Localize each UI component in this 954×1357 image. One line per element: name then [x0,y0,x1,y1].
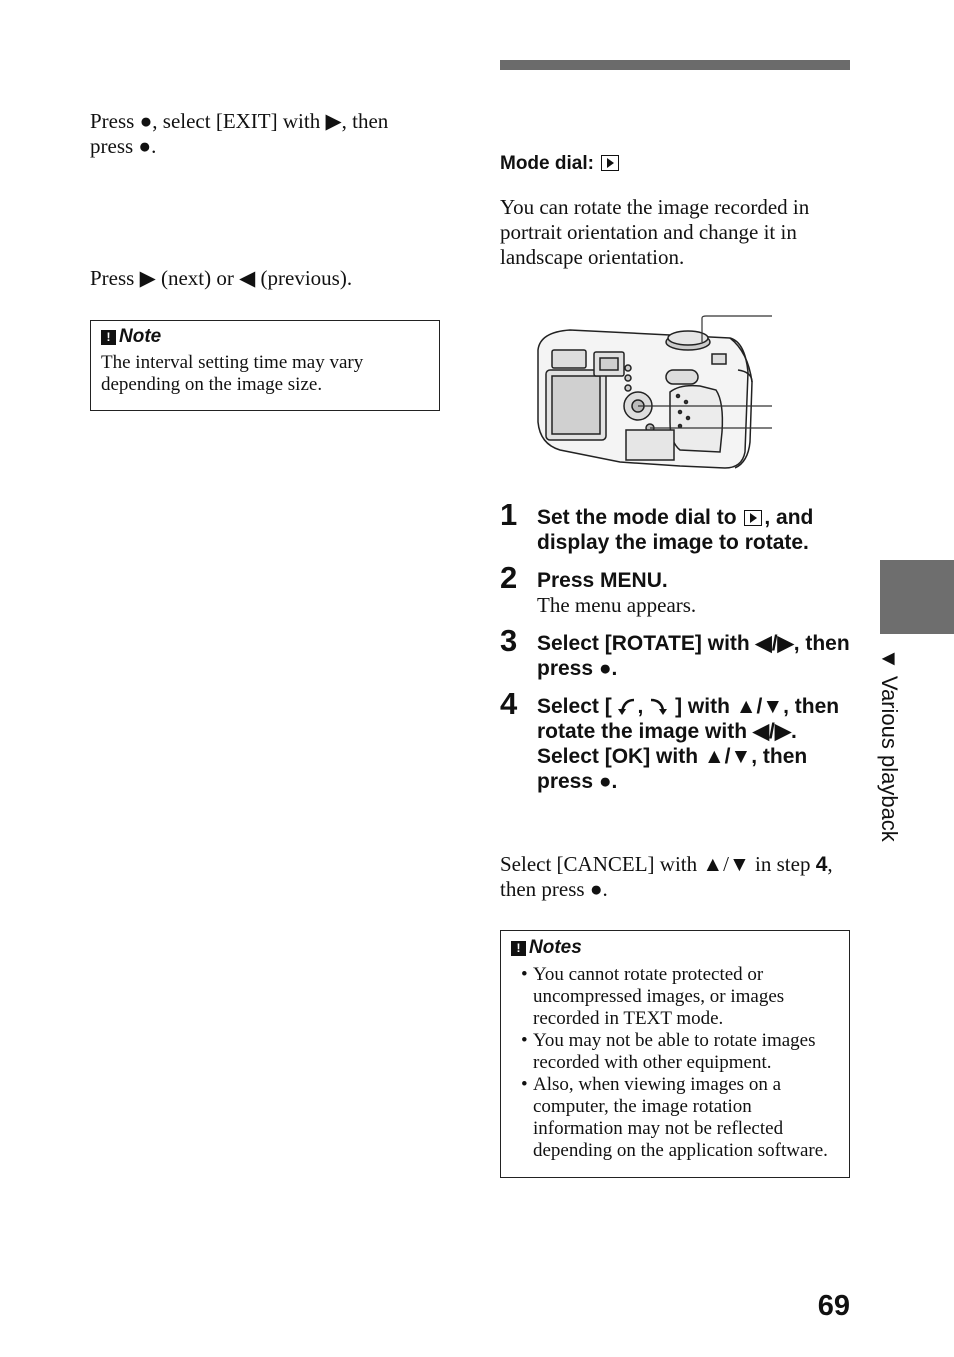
step-4 [500,686,860,794]
list-item: • You cannot rotate protected or uncompressed images, or images recorded in TEXT mode. [511,964,839,1030]
playback-mode-icon [601,155,619,171]
cancel-text-after: , then press ●. [500,852,833,901]
note-heading [101,326,429,348]
section-header-rule [500,60,850,70]
step-2-text: Press MENU. [537,569,668,592]
step-4-text-before: Select [ [537,695,612,718]
notes-box [500,930,850,1178]
section-name: Various playback [877,675,902,842]
exit-instruction: Press ●, select [EXIT] with ▶, then press ●. [90,109,389,158]
note-icon: ! [511,941,526,956]
step-4-text-sep: , [637,695,644,718]
step-3 [500,623,860,681]
step-4-number: 4 [500,686,518,721]
playback-mode-icon [744,510,762,526]
note-title: Note [119,326,162,347]
section-tab-block [880,560,954,634]
step-3-number: 3 [500,623,518,658]
nav-instruction: Press ▶ (next) or ◀ (previous). [90,266,353,290]
rotate-left-icon [618,698,638,716]
section-tab-label [868,648,908,878]
mode-dial-label [500,152,621,176]
section-tab-text [876,648,902,842]
camera-illustration [530,312,775,472]
step-2-number: 2 [500,560,518,595]
mode-dial-text: Mode dial: [500,153,594,174]
step-4-text-after: ] with ▲/▼, then rotate the image with ◀/▶. Select [OK] with ▲/▼, then press ●. [537,695,840,793]
step-3-text: Select [ROTATE] with ◀/▶, then press ●. [537,632,850,680]
step-2 [500,560,860,618]
step-1 [500,497,860,555]
note-icon: ! [101,330,116,345]
cancel-text-before: Select [CANCEL] with ▲/▼ in step [500,852,816,876]
note-text: The interval setting time may vary depending on the image size. [101,352,364,395]
step-2-subtext: The menu appears. [537,593,697,617]
list-item: • You may not be able to rotate images recorded with other equipment. [511,1030,839,1074]
notes-heading [511,937,839,959]
step-1-text [537,505,860,555]
down-arrow-icon: ▼ [877,648,902,670]
step-1-text-before: Set the mode dial to [537,506,737,529]
page-number: 69 [817,1290,850,1322]
list-item: • Also, when viewing images on a computer, the image rotation information may not be reflected depending on the application software. [511,1074,839,1162]
step-4-text [537,694,860,794]
step-1-number: 1 [500,497,518,532]
notes-title: Notes [529,937,582,958]
cancel-instruction [500,852,850,902]
note-box [90,320,440,411]
cancel-step-ref: 4 [815,853,828,876]
notes-list [511,964,839,1162]
rotate-right-icon [649,698,669,716]
step-1-text-after: , and display the image to rotate. [537,506,814,554]
intro-text: You can rotate the image recorded in portrait orientation and change it in landscape orientation. [500,195,810,269]
